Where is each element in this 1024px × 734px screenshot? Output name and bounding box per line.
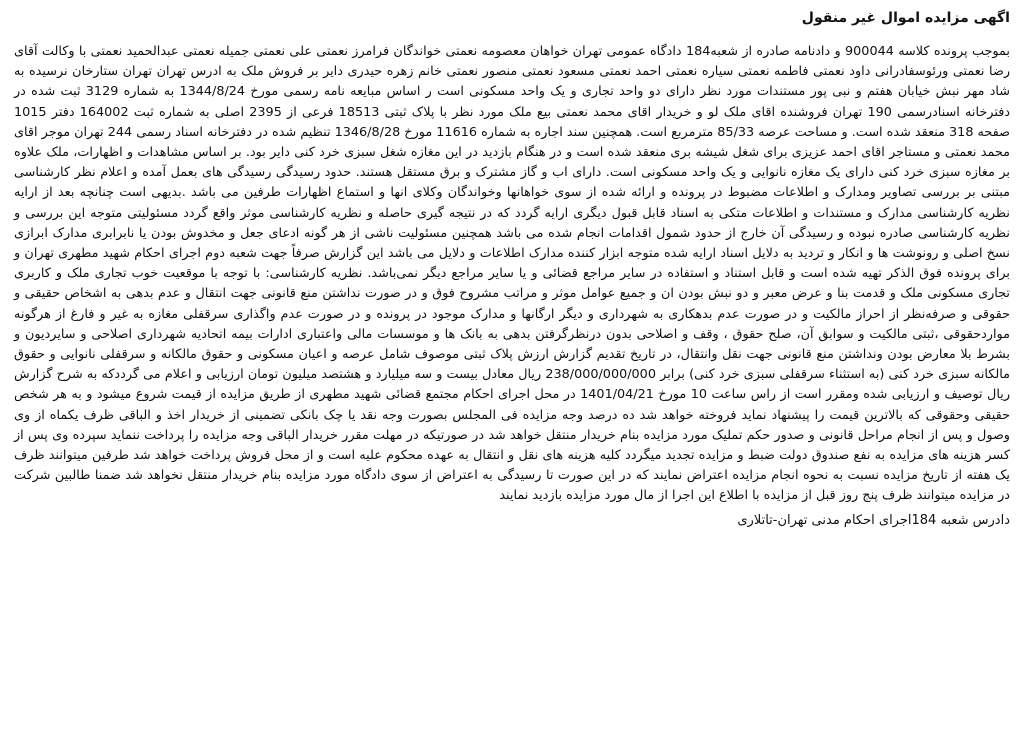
notice-title: اگهی مزایده اموال غیر منقول bbox=[801, 10, 1010, 26]
notice-signature: دادرس شعبه 184اجرای احکام مدنی تهران-تاتلاری bbox=[737, 512, 1010, 528]
notice-body: بموجب پرونده کلاسه 900044 و دادنامه صادره از شعبه184 دادگاه عمومی تهران خواهان معصومه نعمتی خواندگان فرامرز نعمتی علی نعمتی جمیله نعمتی عبدالحمید نعمتی با وکالت آقای رضا نعمتی ورئوسفادرانی داود نعمتی فاطمه نعمتی سیاره نعمتی احمد نعمتی مسعود نعمتی منصور نعمتی خانم زهره حیدری دایر بر فروش ملک به ادرس تهران تهران ستارخان نرسیده به شاد مهر نبش خیابان هفتم و نبی پور مستندات مورد نظر دارای دو واحد تجاری و یک واحد مسکونی است ر اساس مبایعه نامه رسمی مورخ 1344/8/24 به شماره 3129 ثبت شده در دفترخانه اسنادرسمی 190 تهران فروشنده اقای ملک لو و خریدار اقای محمد نعمتی بیع ملک مورد نظر با پلاک ثبتی 18513 فرعی از 2395 اصلی به شماره ثبت 164002 دفتر 1015 صفحه 318 منعقد شده است. و مساحت عرصه 85/33 مترمربع است. همچنین سند اجاره به شماره 11616 مورخ 1346/8/28 تنظیم شده در دفترخانه اسناد رسمی 244 تهران موجر اقای محمد نعمتی و مستاجر اقای احمد عزیزی برای شغل شیشه بری منعقد شده است و در هنگام بازدید در این مغازه شغل سبزی خرد کنی دایر بود. بر اساس مشاهدات و اظهارات، ملک علاوه بر مغازه سبزی خرد کنی دارای یک مغازه نانوایی و یک واحد مسکونی است. دارای اب و گاز مشترک و برق مستقل هستند. حدود رسیدگی رسیدگی های بعمل آمده و اعلام نظر کارشناسی مبتنی بر بررسی تصاویر ومدارک و اطلاعات مضبوط در پرونده و ارائه شده از سوی خواهانها وخواندگان وکلای انها و استماع اظهارات طرفین می باشد .بدیهی است چنانچه بعد از ارایه نظریه کارشناسی مدارک و مستندات و اطلاعات متکی به اسناد قابل قبول دیگری ارایه گردد که در نتیجه گیری حاصله و نظریه کارشناسی موثر واقع گردد مسئولیتی متوجه این بررسی و نظریه کارشناسی صادره نبوده و رسیدگی آن خارج از حدود شمول اقدامات انجام شده می باشد همچنین مسئولیت ناشی از هر گونه ادعای جعل و مخدوش بودن یا نابرابری مدارک ابرازی نسخ اصلی و رونوشت ها و انکار و تردید به دلایل اسناد ارایه شده متوجه ابزار کننده مدارک اطلاعات و دلایل می باشد این گزارش صرفاً جهت شعبه دوم اجرای احکام شهید مطهری تهران و برای پرونده فوق الذکر تهیه شده است و قابل استناد و استفاده در سایر مراجع قضائی و یا سایر مراجع دیگر نمی‌باشد. نظریه کارشناسی: با توجه با موقعیت خوب تجاری ملک و کاربری تجاری مسکونی ملک و قدمت بنا و عرض معبر و دو نبش بودن ان و جمیع عوامل موثر و مراتب مشروح فوق و در صورت نداشتن منع قانونی جهت انتقال و عدم بدهی به اشخاص حقیقی و حقوقی و صرفه‌نظر از احراز مالکیت و در صورت عدم بدهکاری به شهرداری و دیگر ارگانها و مدارک موجود در پرونده و در صورت عدم واگذاری سرقفلی مغازه به غیر و فارغ از هرگونه مواردحقوقی ،ثبتی مالکیت و سوابق آن، صلح حقوق ، وقف و اصلاحی بدون درنظرگرفتن بدهی به بانک ها و موسسات مالی واعتباری ادارات بیمه اتحادیه شهرداری اصلاحی و سایردیون و بشرط بلا معارض بودن ونداشتن منع قانونی جهت نقل وانتقال، در تاریخ تقدیم گزارش ارزش پلاک ثبتی موصوف شامل عرصه و اعیان مسکونی و حقوق مالکانه و سرقفلی نانوایی و حقوق مالکانه سبزی خرد کنی (به استثناء سرقفلی سبزی خرد کنی) برابر 238/000/000/000 ریال معادل بیست و سه میلیارد و هشتصد میلیون تومان ارزیابی و اعلام می گرددکه به شرح گزارش ریال توصیف و ارزیابی شده ومقرر است از راس ساعت 10 مورخ 1401/04/21 در محل اجرای احکام مجتمع قضائی شهید مطهری از طریق مزایده از قیمت شروع میشود و به هر شخص حقیقی وحقوقی که بالاترین قیمت را پیشنهاد نماید فروخته خواهد شد ده درصد وجه مزایده فی المجلس بصورت وجه نقد یا چک بانکی تضمینی از خریدار اخذ و الباقی ظرف یکماه از وی وصول و پس از انجام مراحل قانونی و صدور حکم تملیک مورد مزایده بنام خریدار منتقل خواهد شد در صورتیکه در مهلت مقرر خریدار الباقی وجه مزایده را پرداخت ننماید سپرده وی پس از کسر هزینه های مزایده به نفع صندوق دولت ضبط و مزایده تجدید میگردد کلیه هزینه های نقل و انتقال به عهده محکوم علیه است و از محل فروش پرداخت خواهد شد طرفین میتوانند ظرف یک هفته از تاریخ مزایده نسبت به نحوه انجام مزایده اعتراض نمایند که در این صورت تا رسیدگی به اعتراض از سوی دادگاه مورد مزایده بنام خریدار منتقل نخواهد شد ضمنا طالبین شرکت در مزایده میتوانند ظرف پنج روز قبل از مزایده با اطلاع این اجرا از مال مورد مزایده بازدید نمایند bbox=[13, 44, 1011, 504]
